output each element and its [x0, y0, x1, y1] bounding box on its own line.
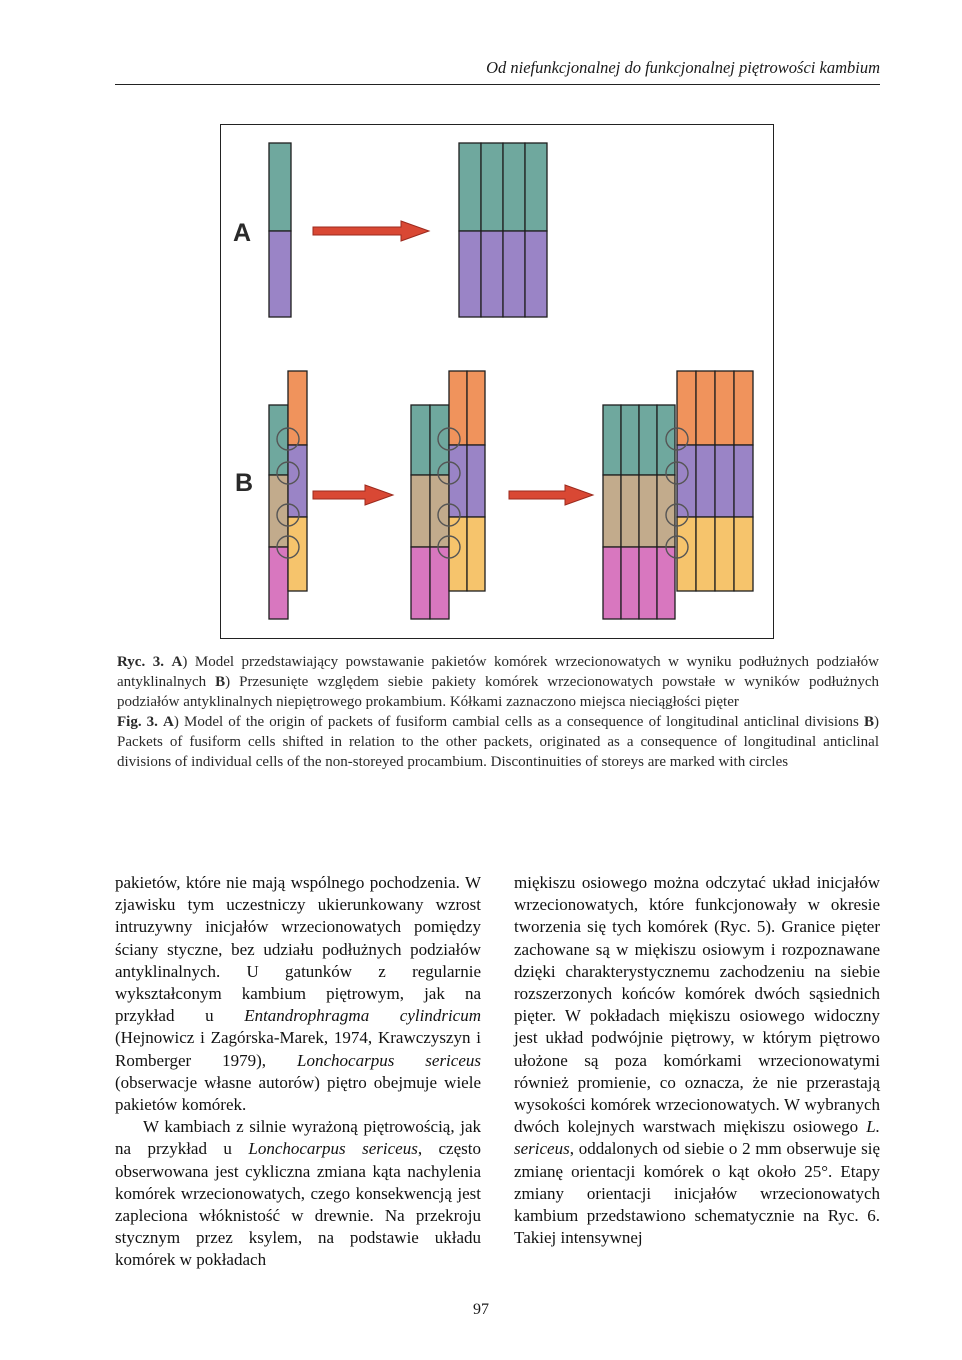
body-paragraph: [514, 872, 880, 1249]
panel-b-stage3-cell-tan: [639, 475, 657, 547]
panel-b-arrow-2: [509, 485, 593, 505]
panel-b-stage2-cell-purple: [449, 445, 467, 517]
panel-b-stage3-cell-purple: [734, 445, 753, 517]
panel-a-packet-cell-teal: [503, 143, 525, 231]
caption-pl-b-label: B: [215, 674, 226, 690]
panel-b-stage2-cell-tan: [411, 475, 430, 547]
species-name: Entandrophragma cylindricum: [244, 1006, 481, 1026]
figure-caption: [117, 652, 879, 772]
panel-b-stage3-cell-yellow: [677, 517, 696, 591]
panel-b-stage3-cell-pink: [603, 547, 621, 619]
species-name: Lonchocarpus sericeus: [248, 1139, 418, 1159]
body-text: miękiszu osiowego można odczytać układ inicjałów wrzecionowatych, które funkcjonowały w okresie tworzenia się tych komórek (Ryc. 5). Granice pięter zachowane są w miękiszu osiowym i rozpoznawane dzięki charakterystycznemu zachodzeniu na siebie rozszerzonych końców komórek dwóch sąsiednich pięter. W pokładach miękiszu osiowego widoczny jest układ podwójnie piętrowy, w którym piętrowo ułożone są poza komórkami wrzecionowatymi również promienie, co oznacza, że nie przerastają wysokości komórek wrzecionowatych. W wybranych dwóch kolejnych warstwach miękiszu osiowego: [514, 873, 880, 1137]
species-name: L. sericeus: [514, 1117, 880, 1159]
panel-b-stage3-cell-pink: [657, 547, 675, 619]
body-column-left: [115, 872, 481, 1272]
panel-b-stage2-cell-pink: [411, 547, 430, 619]
panel-b-stage2-cell-teal: [430, 405, 449, 475]
caption-pl-ref: Ryc. 3.: [117, 654, 164, 670]
panel-a-packet-cell-teal: [481, 143, 503, 231]
caption-pl-b-text: ) Przesunięte względem siebie pakiety komórek wrzecionowatych powstałe w wyników podłużnych podziałów antyklinalnych niepiętrowego prokambium. Kółkami zaznaczono miejsca nieciągłości pięter: [117, 674, 879, 710]
panel-a-initial-cell-teal: [269, 143, 291, 231]
panel-b-stage3-cell-teal: [621, 405, 639, 475]
panel-b-stage1-cell-teal: [269, 405, 288, 475]
page-number: 97: [473, 1301, 489, 1318]
figure-3: [220, 124, 774, 639]
panel-b-stage3-cell-yellow: [696, 517, 715, 591]
panel-b-stage3-cell-orange: [734, 371, 753, 445]
panel-a-packet-cell-purple: [459, 231, 481, 317]
panel-a-packet-cell-teal: [525, 143, 547, 231]
panel-b-stage3-cell-teal: [603, 405, 621, 475]
panel-a-packet-cell-purple: [481, 231, 503, 317]
species-name: Lonchocarpus sericeus: [297, 1050, 481, 1070]
panel-b-stage1-cell-yellow: [288, 517, 307, 591]
body-column-right: [514, 872, 880, 1249]
body-text: W kambiach z silnie wyrażoną piętrowością, jak na przykład u: [115, 1117, 481, 1159]
panel-a-label: A: [233, 219, 252, 247]
panel-a-initial-cell-purple: [269, 231, 291, 317]
body-text: , często obserwowana jest cykliczna zmiana kąta nachylenia komórek wrzecionowatych, czego konsekwencją jest zapleciona włóknistość w drewnie. Na przekroju stycznym przez ksylem, na podstawie układu komórek w pokładach: [115, 1139, 481, 1270]
caption-pl-a-label: A: [171, 654, 183, 670]
caption-en-b-text: ) Packets of fusiform cells shifted in relation to the other packets, originated as a consequence of longitudinal anticlinal divisions of individual cells of the non-storeyed procambium. Discontinuities of storeys are marked with circles: [117, 714, 879, 770]
panel-b-stage3-cell-orange: [696, 371, 715, 445]
panel-a-packet-cell-teal: [459, 143, 481, 231]
panel-b-stage3-cell-orange: [715, 371, 734, 445]
panel-b-label: B: [235, 469, 254, 497]
caption-polish: [117, 652, 879, 712]
caption-english: [117, 712, 879, 772]
panel-b-stage3-cell-purple: [715, 445, 734, 517]
panel-b-stage3-cell-tan: [657, 475, 675, 547]
body-text: (Hejnowicz i Zagórska-Marek, 1974, Krawczyszyn i Romberger 1979),: [115, 1028, 481, 1070]
panel-b-stage1-cell-purple: [288, 445, 307, 517]
panel-b-stage2-cell-yellow: [467, 517, 485, 591]
panel-b-stage2-cell-teal: [411, 405, 430, 475]
body-paragraph: [115, 1116, 481, 1271]
caption-pl-a-text: ) Model przedstawiający powstawanie pakietów komórek wrzecionowatych w wyniku podłużnych podziałów antyklinalnych: [117, 654, 880, 690]
panel-a-packet-cell-purple: [503, 231, 525, 317]
body-text: (obserwacje własne autorów) piętro obejmuje wiele pakietów komórek.: [115, 1072, 481, 1115]
panel-b-stage3-cell-teal: [639, 405, 657, 475]
panel-a-arrow: [313, 221, 429, 241]
caption-en-a-text: ) Model of the origin of packets of fusiform cambial cells as a consequence of longitudinal anticlinal divisions: [173, 714, 864, 730]
panel-b-stage3-cell-pink: [621, 547, 639, 619]
panel-b-stage3-cell-yellow: [715, 517, 734, 591]
panel-b-stage3-cell-pink: [639, 547, 657, 619]
caption-en-a-label: A: [163, 714, 174, 730]
panel-b-stage3-cell-purple: [696, 445, 715, 517]
figure-3-diagram: [221, 125, 773, 638]
panel-b-stage3-cell-yellow: [734, 517, 753, 591]
body-text: pakietów, które nie mają wspólnego pochodzenia. W zjawisku tym uczestniczy ukierunkowany wzrost intruzywny inicjałów wrzecionowatych pomiędzy ściany styczne, bez udziału podłużnych podziałów antyklinalnych. U gatunków z regularnie wykształconym kambium piętrowym, jak na przykład u: [115, 873, 481, 1026]
caption-en-b-label: B: [863, 714, 874, 730]
panel-b-stage2-cell-purple: [467, 445, 485, 517]
body-paragraph: [115, 872, 481, 1116]
panel-b-arrow-1: [313, 485, 393, 505]
panel-b-stage3-cell-tan: [603, 475, 621, 547]
running-head: Od niefunkcjonalnej do funkcjonalnej piętrowości kambium: [486, 58, 880, 77]
panel-b-stage3-cell-purple: [677, 445, 696, 517]
panel-b-stage2-cell-orange: [467, 371, 485, 445]
caption-en-ref: Fig. 3.: [117, 714, 158, 730]
panel-a-packet-cell-purple: [525, 231, 547, 317]
header-rule: [115, 84, 880, 85]
panel-b-stage3-cell-tan: [621, 475, 639, 547]
body-text: , oddalonych od siebie o 2 mm obserwuje się zmianę orientacji komórek o kąt około 25°. Etapy zmiany orientacji inicjałów wrzecionowatych kambium przedstawiono schematycznie na Ryc. 6. Takiej intensywnej: [514, 1139, 880, 1248]
